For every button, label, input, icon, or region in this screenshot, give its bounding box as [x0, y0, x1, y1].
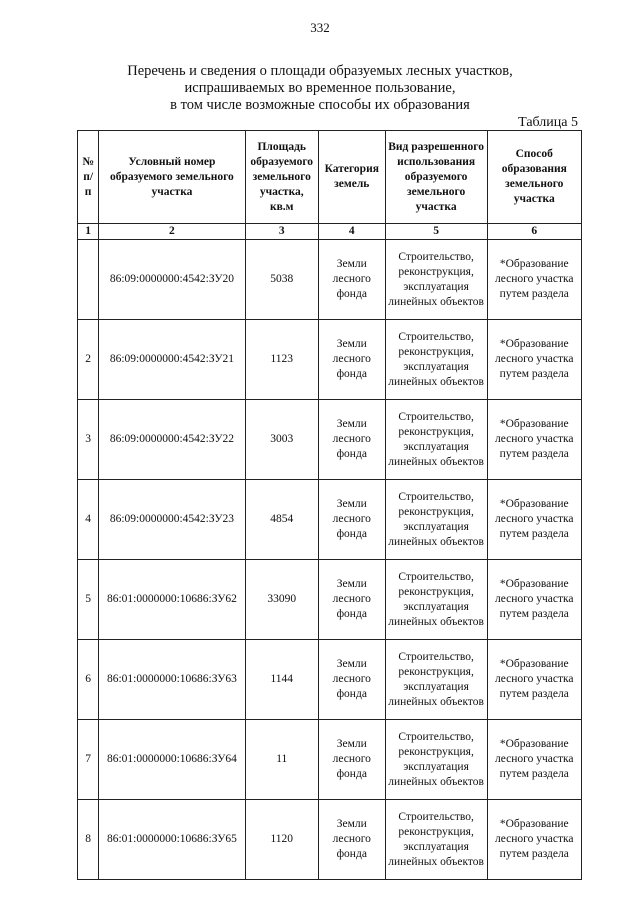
- plot-area: 33090: [245, 560, 318, 640]
- land-category: Земли лесного фонда: [318, 640, 385, 720]
- formation-method: *Образование лесного участка путем раздела: [487, 400, 581, 480]
- plot-number: 86:01:0000000:10686:ЗУ64: [99, 720, 245, 800]
- plot-number: 86:01:0000000:10686:ЗУ63: [99, 640, 245, 720]
- formation-method: *Образование лесного участка путем раздела: [487, 240, 581, 320]
- table-row: [78, 480, 582, 560]
- land-category: Земли лесного фонда: [318, 320, 385, 400]
- formation-method: *Образование лесного участка путем раздела: [487, 640, 581, 720]
- land-category: Земли лесного фонда: [318, 480, 385, 560]
- column-number: 2: [99, 224, 245, 240]
- permitted-use: Строительство, реконструкция, эксплуатация линейных объектов: [385, 720, 487, 800]
- plot-area: 1123: [245, 320, 318, 400]
- plot-number: 86:09:0000000:4542:ЗУ21: [99, 320, 245, 400]
- land-category: Земли лесного фонда: [318, 720, 385, 800]
- land-plots-table: [77, 130, 582, 880]
- table-row: [78, 720, 582, 800]
- table-label: Таблица 5: [518, 115, 578, 130]
- land-category: Земли лесного фонда: [318, 560, 385, 640]
- land-category: Земли лесного фонда: [318, 800, 385, 880]
- plot-number: 86:09:0000000:4542:ЗУ23: [99, 480, 245, 560]
- permitted-use: Строительство, реконструкция, эксплуатация линейных объектов: [385, 480, 487, 560]
- column-number: 3: [245, 224, 318, 240]
- table-row: [78, 400, 582, 480]
- permitted-use: Строительство, реконструкция, эксплуатация линейных объектов: [385, 320, 487, 400]
- permitted-use: Строительство, реконструкция, эксплуатация линейных объектов: [385, 560, 487, 640]
- row-number: 5: [78, 560, 99, 640]
- table-row: [78, 640, 582, 720]
- title-line-2: испрашиваемых во временное пользование,: [184, 80, 456, 96]
- column-number: 5: [385, 224, 487, 240]
- header-cell: № п/п: [78, 131, 99, 224]
- plot-number: 86:01:0000000:10686:ЗУ62: [99, 560, 245, 640]
- header-cell: Условный номер образуемого земельного участка: [99, 131, 245, 224]
- plot-area: 3003: [245, 400, 318, 480]
- column-number: 4: [318, 224, 385, 240]
- permitted-use: Строительство, реконструкция, эксплуатация линейных объектов: [385, 400, 487, 480]
- plot-area: 1144: [245, 640, 318, 720]
- plot-area: 4854: [245, 480, 318, 560]
- title-line-3: в том числе возможные способы их образования: [170, 97, 470, 113]
- header-cell: Категория земель: [318, 131, 385, 224]
- plot-number: 86:01:0000000:10686:ЗУ65: [99, 800, 245, 880]
- row-number: [78, 240, 99, 320]
- formation-method: *Образование лесного участка путем раздела: [487, 480, 581, 560]
- column-number-row: [78, 224, 582, 240]
- plot-number: 86:09:0000000:4542:ЗУ20: [99, 240, 245, 320]
- row-number: 6: [78, 640, 99, 720]
- column-number: 1: [78, 224, 99, 240]
- land-category: Земли лесного фонда: [318, 240, 385, 320]
- plot-area: 1120: [245, 800, 318, 880]
- formation-method: *Образование лесного участка путем раздела: [487, 320, 581, 400]
- header-row: [78, 131, 582, 224]
- page-number: 332: [310, 20, 330, 35]
- row-number: 7: [78, 720, 99, 800]
- table-row: [78, 800, 582, 880]
- title-line-1: Перечень и сведения о площади образуемых лесных участков,: [127, 63, 513, 79]
- plot-area: 5038: [245, 240, 318, 320]
- row-number: 2: [78, 320, 99, 400]
- row-number: 4: [78, 480, 99, 560]
- header-cell: Способ образования земельного участка: [487, 131, 581, 224]
- header-cell: Площадь образуемого земельного участка, кв.м: [245, 131, 318, 224]
- permitted-use: Строительство, реконструкция, эксплуатация линейных объектов: [385, 800, 487, 880]
- header-cell: Вид разрешенного использования образуемого земельного участка: [385, 131, 487, 224]
- land-category: Земли лесного фонда: [318, 400, 385, 480]
- document-title: [0, 63, 640, 114]
- row-number: 3: [78, 400, 99, 480]
- row-number: 8: [78, 800, 99, 880]
- permitted-use: Строительство, реконструкция, эксплуатация линейных объектов: [385, 240, 487, 320]
- table-row: [78, 560, 582, 640]
- formation-method: *Образование лесного участка путем раздела: [487, 720, 581, 800]
- permitted-use: Строительство, реконструкция, эксплуатация линейных объектов: [385, 640, 487, 720]
- plot-number: 86:09:0000000:4542:ЗУ22: [99, 400, 245, 480]
- column-number: 6: [487, 224, 581, 240]
- table-row: [78, 240, 582, 320]
- table-row: [78, 320, 582, 400]
- formation-method: *Образование лесного участка путем раздела: [487, 560, 581, 640]
- plot-area: 11: [245, 720, 318, 800]
- formation-method: *Образование лесного участка путем раздела: [487, 800, 581, 880]
